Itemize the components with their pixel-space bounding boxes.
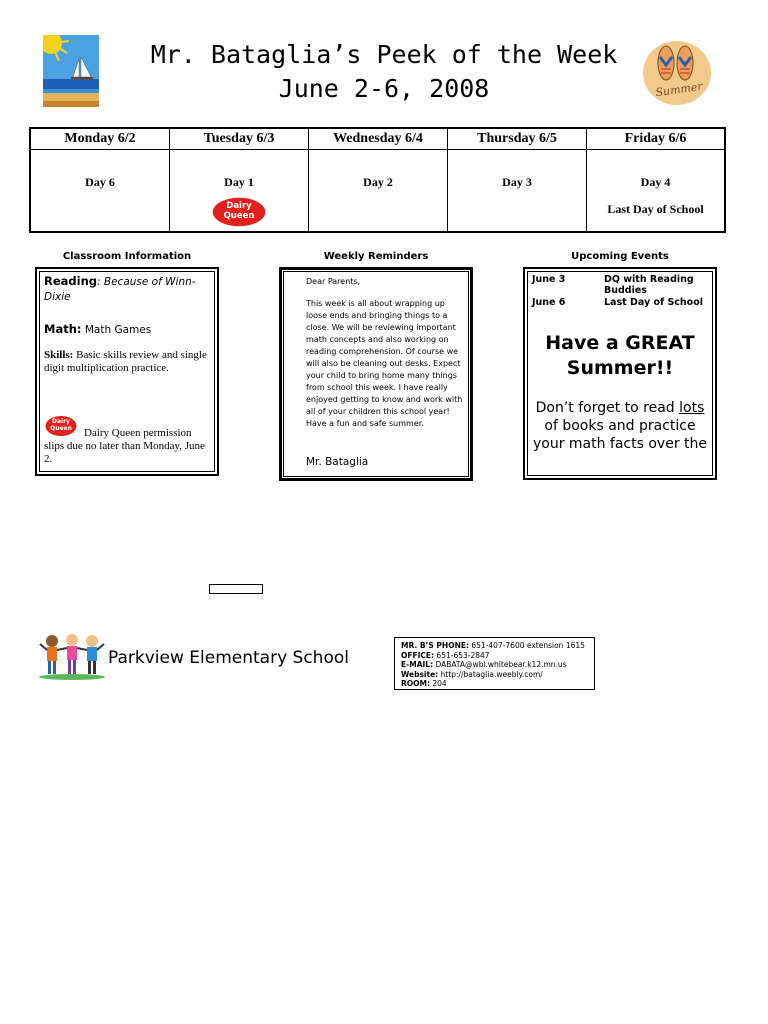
skills-value: Basic skills review and single digit multiplication practice.: [44, 349, 207, 374]
event-row: [532, 297, 712, 309]
reminders-greeting: Dear Parents,: [306, 277, 361, 286]
summer-flipflops-logo: [641, 35, 713, 107]
dq-logo-word-2: Queen: [223, 211, 255, 221]
kids-clipart-icon: [38, 632, 106, 680]
contact-office: OFFICE: 651-653-2847: [401, 650, 490, 660]
math-value: Math Games: [81, 324, 152, 336]
dq-logo-word-1: Dairy: [226, 201, 252, 211]
week-column-wednesday: [308, 129, 447, 231]
classroom-info-box: [35, 267, 219, 476]
week-column-monday: [31, 129, 169, 231]
events-list: [532, 274, 712, 309]
skills-label: Skills:: [44, 349, 74, 361]
day-header: Monday 6/2: [31, 129, 169, 150]
contact-email: E-MAIL: DABATA@wbl.whitebear.k12.mn.us: [401, 660, 567, 669]
math-line: [44, 322, 212, 336]
summer-reading-reminder: [531, 399, 709, 453]
weekly-reminders-box: [279, 267, 473, 481]
upcoming-events-heading: Upcoming Events: [571, 251, 669, 262]
contact-room: ROOM: 204: [401, 679, 447, 688]
reminders-signature: Mr. Bataglia: [306, 456, 369, 468]
dq-logo-word-2: Queen: [50, 425, 72, 432]
reminders-body: This week is all about wrapping up loose ends and bringing things to a close. We will be reviewing important math concepts and also working on reading comprehension. Of course we will also be cleaning out desks. Expect your child to bring home many things from school this week. I have really enjoyed getting to know and work with all of your children this school year! Have a fun and safe summer.: [306, 299, 463, 428]
week-column-friday: [586, 129, 724, 231]
reminder-text-post: of books and practice your math facts over the: [532, 418, 708, 452]
event-date: June 6: [532, 297, 566, 308]
event-date: June 3: [532, 274, 566, 285]
reading-label: Reading: [44, 274, 98, 288]
reading-line: [44, 274, 212, 304]
summer-logo-text: Summer: [654, 79, 704, 100]
upcoming-events-box: [523, 267, 717, 480]
page-subtitle-dates: June 2-6, 2008: [278, 74, 490, 103]
week-column-tuesday: [169, 129, 308, 231]
dairy-queen-logo: [211, 195, 267, 229]
dq-permission-note: Dairy Queen permission slips due no later than Monday, June 2.: [44, 427, 205, 465]
school-name: Parkview Elementary School: [108, 648, 349, 668]
event-name: Last Day of School: [604, 297, 703, 308]
event-row: [532, 274, 712, 297]
great-summer-message: Have a GREAT Summer!!: [545, 332, 695, 379]
skills-line: [44, 349, 212, 375]
day-header: Wednesday 6/4: [309, 129, 447, 150]
week-schedule-table: [29, 127, 726, 233]
reminder-text-pre: Don’t forget to read: [535, 400, 680, 416]
contact-info-box: [394, 637, 595, 690]
week-column-thursday: [447, 129, 586, 231]
day-header: Thursday 6/5: [448, 129, 586, 150]
weekly-reminders-heading: Weekly Reminders: [323, 251, 429, 262]
day-number: Day 2: [363, 175, 393, 189]
event-name: DQ with Reading Buddies: [604, 274, 694, 296]
page-title: Mr. Bataglia’s Peek of the Week: [150, 40, 618, 69]
contact-website: Website: http://bataglia.weebly.com/: [401, 669, 543, 679]
empty-text-box: [209, 584, 263, 594]
day-number: Day 4: [640, 175, 671, 189]
reminder-text-emphasis: lots: [679, 400, 705, 416]
classroom-info-heading: Classroom Information: [62, 251, 192, 262]
day-number: Day 6: [85, 175, 115, 189]
day-header: Tuesday 6/3: [170, 129, 308, 150]
day-note: Last Day of School: [607, 202, 704, 216]
contact-phone: MR. B’S PHONE: 651-407-7600 extension 1615: [401, 641, 585, 650]
day-number: Day 3: [502, 175, 532, 189]
dq-logo-word-1: Dairy: [52, 418, 70, 425]
reading-value: : Because of Winn-Dixie: [44, 276, 196, 303]
day-number: Day 1: [224, 175, 254, 189]
math-label: Math:: [44, 322, 82, 336]
day-header: Friday 6/6: [587, 129, 724, 150]
